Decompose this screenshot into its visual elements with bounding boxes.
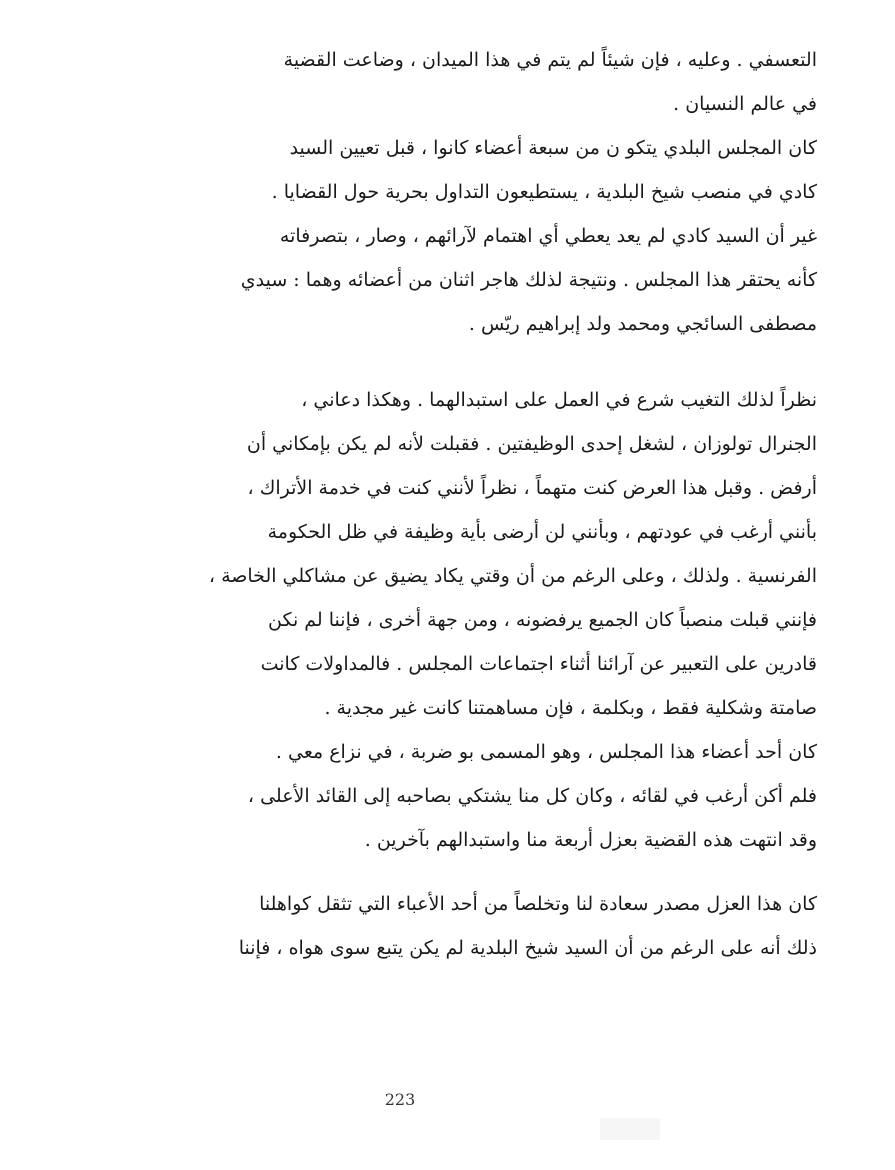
paragraph-1 <box>87 38 817 126</box>
text-line: نظراً لذلك التغيب شرع في العمل على استبدالهما . وهكذا دعاني ، <box>301 389 817 411</box>
text-line: وقد انتهت هذه القضية بعزل أربعة منا واستبدالهم بآخرين . <box>364 829 817 851</box>
text-line: كأنه يحتقر هذا المجلس . ونتيجة لذلك هاجر اثنان من أعضائه وهما : سيدي <box>240 269 817 291</box>
page-number: 223 <box>384 1090 416 1109</box>
text-line: صامتة وشكلية فقط ، وبكلمة ، فإن مساهمتنا كانت غير مجدية . <box>324 697 817 719</box>
text-line: مصطفى السائجي ومحمد ولد إبراهيم ريّس . <box>468 313 817 335</box>
text-line: ذلك أنه على الرغم من أن السيد شيخ البلدية لم يكن يتبع سوى هواه ، فإننا <box>238 937 817 959</box>
text-line: بأنني أرغب في عودتهم ، وبأنني لن أرضى بأية وظيفة في ظل الحكومة <box>267 521 817 543</box>
scan-artifact <box>600 1118 660 1140</box>
text-line: فإنني قبلت منصباً كان الجميع يرفضونه ، ومن جهة أخرى ، فإننا لم نكن <box>268 609 817 631</box>
text-line: الجنرال تولوزان ، لشغل إحدى الوظيفتين . فقبلت لأنه لم يكن بإمكاني أن <box>246 433 817 455</box>
paragraph-2 <box>87 126 817 346</box>
text-line: كان أحد أعضاء هذا المجلس ، وهو المسمى بو ضربة ، في نزاع معي . <box>275 741 817 763</box>
text-line: أرفض . وقبل هذا العرض كنت متهماً ، نظراً لأنني كنت في خدمة الأتراك ، <box>247 477 817 499</box>
text-line: كان هذا العزل مصدر سعادة لنا وتخلصاً من أحد الأعباء التي تثقل كواهلنا <box>259 893 817 915</box>
text-line: قادرين على التعبير عن آرائنا أثناء اجتماعات المجلس . فالمداولات كانت <box>260 653 817 675</box>
paragraph-5 <box>87 882 817 970</box>
text-line: الفرنسية . ولذلك ، وعلى الرغم من أن وقتي يكاد يضيق عن مشاكلي الخاصة ، <box>208 565 817 587</box>
text-line: كان المجلس البلدي يتكو ن من سبعة أعضاء كانوا ، قبل تعيين السيد <box>289 137 817 159</box>
text-line: فلم أكن أرغب في لقائه ، وكان كل منا يشتكي بصاحبه إلى القائد الأعلى ، <box>247 785 817 807</box>
text-line: غير أن السيد كادي لم يعد يعطي أي اهتمام لآرائهم ، وصار ، بتصرفاته <box>279 225 817 247</box>
paragraph-4 <box>87 730 817 862</box>
text-line: التعسفي . وعليه ، فإن شيئاً لم يتم في هذا الميدان ، وضاعت القضية <box>283 49 817 71</box>
text-line: كادي في منصب شيخ البلدية ، يستطيعون التداول بحرية حول القضايا . <box>271 181 817 203</box>
text-line: في عالم النسيان . <box>673 93 817 115</box>
paragraph-3 <box>87 378 817 730</box>
